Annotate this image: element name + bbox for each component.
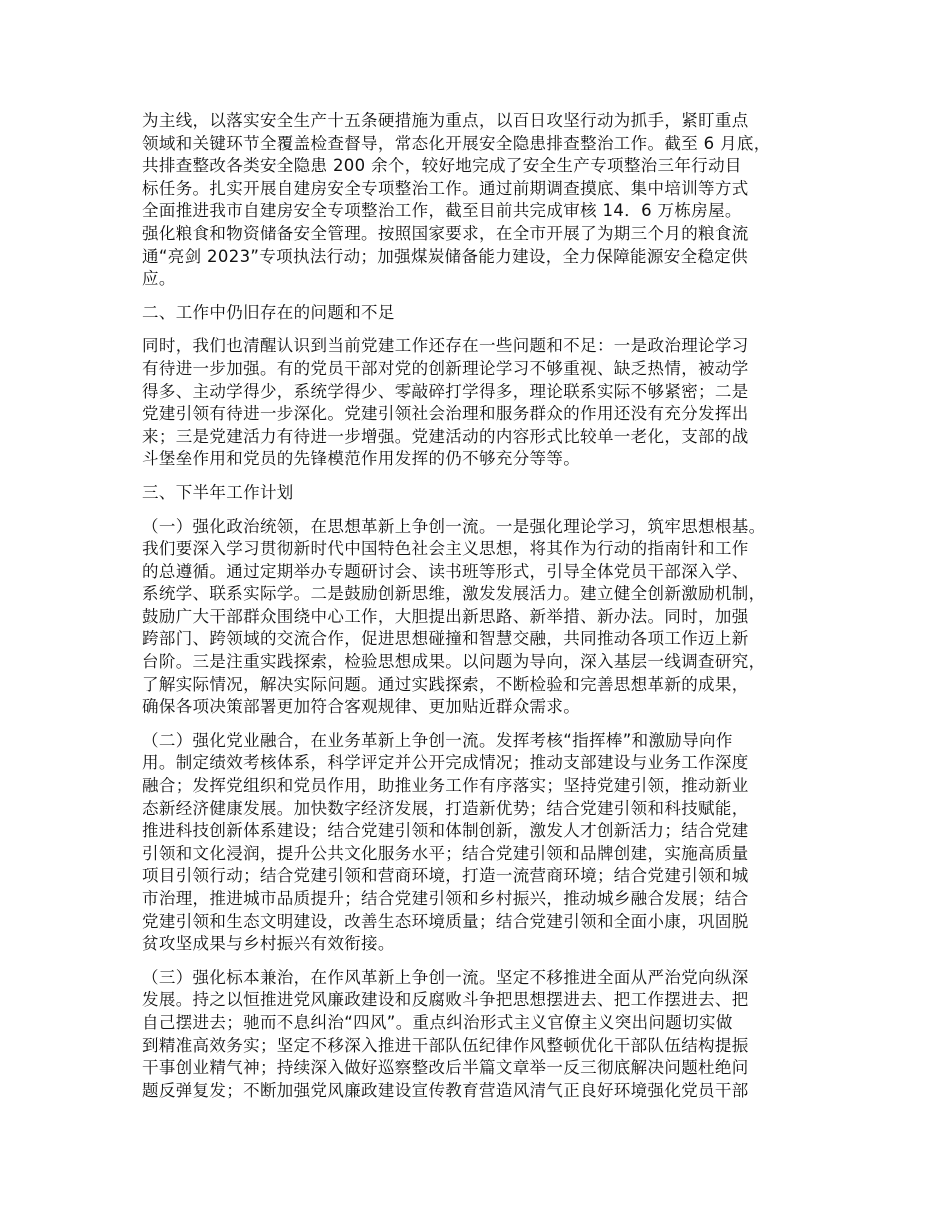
text-line: 了解实际情况，解决实际问题。通过实践探索，不断检验和完善思想革新的成果， xyxy=(142,674,749,694)
text-line: 来；三是党建活力有待进一步增强。党建活动的内容形式比较单一老化，支部的战 xyxy=(142,426,749,446)
text-line: （一）强化政治统领，在思想革新上争创一流。一是强化理论学习，筑牢思想根基。 xyxy=(142,516,766,536)
text-line: 推进科技创新体系建设；结合党建引领和体制创新，激发人才创新活力；结合党建 xyxy=(142,821,749,841)
text-line: 斗堡垒作用和党员的先锋模范作用发挥的仍不够充分等等。 xyxy=(142,449,581,469)
heading-text: 二、工作中仍旧存在的问题和不足 xyxy=(142,302,395,322)
document-body xyxy=(142,110,828,1113)
text-line: 市治理，推进城市品质提升；结合党建引领和乡村振兴，推动城乡融合发展；结合 xyxy=(142,889,749,908)
paragraph-plan-business xyxy=(142,730,828,956)
text-line: 的总遵循。通过定期举办专题研讨会、读书班等形式，引导全体党员干部深入学、 xyxy=(142,561,749,581)
text-line: （二）强化党业融合，在业务革新上争创一流。发挥考核“指挥棒”和激励导向作 xyxy=(142,730,733,750)
text-line: 应。 xyxy=(142,269,176,289)
text-line: 全面推进我市自建房安全专项整治工作，截至目前共完成审核 14．6 万栋房屋。 xyxy=(142,201,742,221)
section-heading-plan xyxy=(142,482,828,505)
heading-text: 三、下半年工作计划 xyxy=(142,482,294,502)
text-line: 鼓励广大干部群众围绕中心工作，大胆提出新思路、新举措、新办法。同时，加强 xyxy=(142,606,749,626)
text-line: 系统学、联系实际学。二是鼓励创新思维，激发发展活力。建立健全创新激励机制， xyxy=(142,584,766,604)
text-line: 用。制定绩效考核体系，科学评定并公开完成情况；推动支部建设与业务工作深度 xyxy=(142,753,749,773)
text-line: 领域和关键环节全覆盖检查督导，常态化开展安全隐患排查整治工作。截至 6 月底， xyxy=(142,133,771,153)
text-line: 台阶。三是注重实践探索，检验思想成果。以问题为导向，深入基层一线调查研究， xyxy=(142,652,766,672)
text-line: （三）强化标本兼治，在作风革新上争创一流。坚定不移推进全面从严治党向纵深 xyxy=(142,967,749,987)
text-line: 得多、主动学得少，系统学得少、零敲碎打学得多，理论联系实际不够紧密；二是 xyxy=(142,381,749,401)
paragraph-plan-political xyxy=(142,516,828,719)
text-line: 态新经济健康发展。加快数字经济发展，打造新优势；结合党建引领和科技赋能， xyxy=(142,798,749,818)
text-line: 发展。持之以恒推进党风廉政建设和反腐败斗争把思想摆进去、把工作摆进去、把 xyxy=(142,990,749,1010)
text-line: 我们要深入学习贯彻新时代中国特色社会主义思想，将其作为行动的指南针和工作 xyxy=(142,539,749,559)
text-line: 共排查整改各类安全隐患 200 余个，较好地完成了安全生产专项整治三年行动目 xyxy=(142,156,742,176)
text-line: 标任务。扎实开展自建房安全专项整治工作。通过前期调查摸底、集中培训等方式 xyxy=(142,178,749,198)
text-line: 为主线，以落实安全生产十五条硬措施为重点，以百日攻坚行动为抓手，紧盯重点 xyxy=(142,111,749,130)
text-line: 确保各项决策部署更加符合客观规律、更加贴近群众需求。 xyxy=(142,697,581,717)
text-line: 有待进一步加强。有的党员干部对党的创新理论学习不够重视、缺乏热情，被动学 xyxy=(142,358,749,378)
paragraph-problems xyxy=(142,335,828,471)
text-line: 项目引领行动；结合党建引领和营商环境，打造一流营商环境；结合党建引领和城 xyxy=(142,866,749,886)
text-line: 党建引领有待进一步深化。党建引领社会治理和服务群众的作用还没有充分发挥出 xyxy=(142,404,749,424)
text-line: 同时，我们也清醒认识到当前党建工作还存在一些问题和不足：一是政治理论学习 xyxy=(142,336,749,356)
section-heading-problems xyxy=(142,302,828,325)
paragraph-safety-production xyxy=(142,110,828,291)
text-line: 到精准高效务实；坚定不移深入推进干部队伍纪律作风整顿优化干部队伍结构提振 xyxy=(142,1035,749,1055)
text-line: 党建引领和生态文明建设，改善生态环境质量；结合党建引领和全面小康，巩固脱 xyxy=(142,911,749,931)
text-line: 融合；发挥党组织和党员作用，助推业务工作有序落实；坚持党建引领，推动新业 xyxy=(142,776,749,796)
text-line: 强化粮食和物资储备安全管理。按照国家要求，在全市开展了为期三个月的粮食流 xyxy=(142,223,749,243)
text-line: 干事创业精气神；持续深入做好巡察整改后半篇文章举一反三彻底解决问题杜绝问 xyxy=(142,1058,749,1078)
text-line: 贫攻坚成果与乡村振兴有效衔接。 xyxy=(142,934,395,954)
text-line: 引领和文化浸润，提升公共文化服务水平；结合党建引领和品牌创建，实施高质量 xyxy=(142,843,749,863)
text-line: 自己摆进去；驰而不息纠治“四风”。重点纠治形式主义官僚主义突出问题切实做 xyxy=(142,1012,733,1032)
text-line: 跨部门、跨领域的交流合作，促进思想碰撞和智慧交融，共同推动各项工作迈上新 xyxy=(142,629,749,649)
text-line: 题反弹复发；不断加强党风廉政建设宣传教育营造风清气正良好环境强化党员干部 xyxy=(142,1080,749,1100)
text-line: 通“亮剑 2023”专项执法行动；加强煤炭储备能力建设，全力保障能源安全稳定供 xyxy=(142,246,748,266)
paragraph-plan-style xyxy=(142,967,828,1103)
